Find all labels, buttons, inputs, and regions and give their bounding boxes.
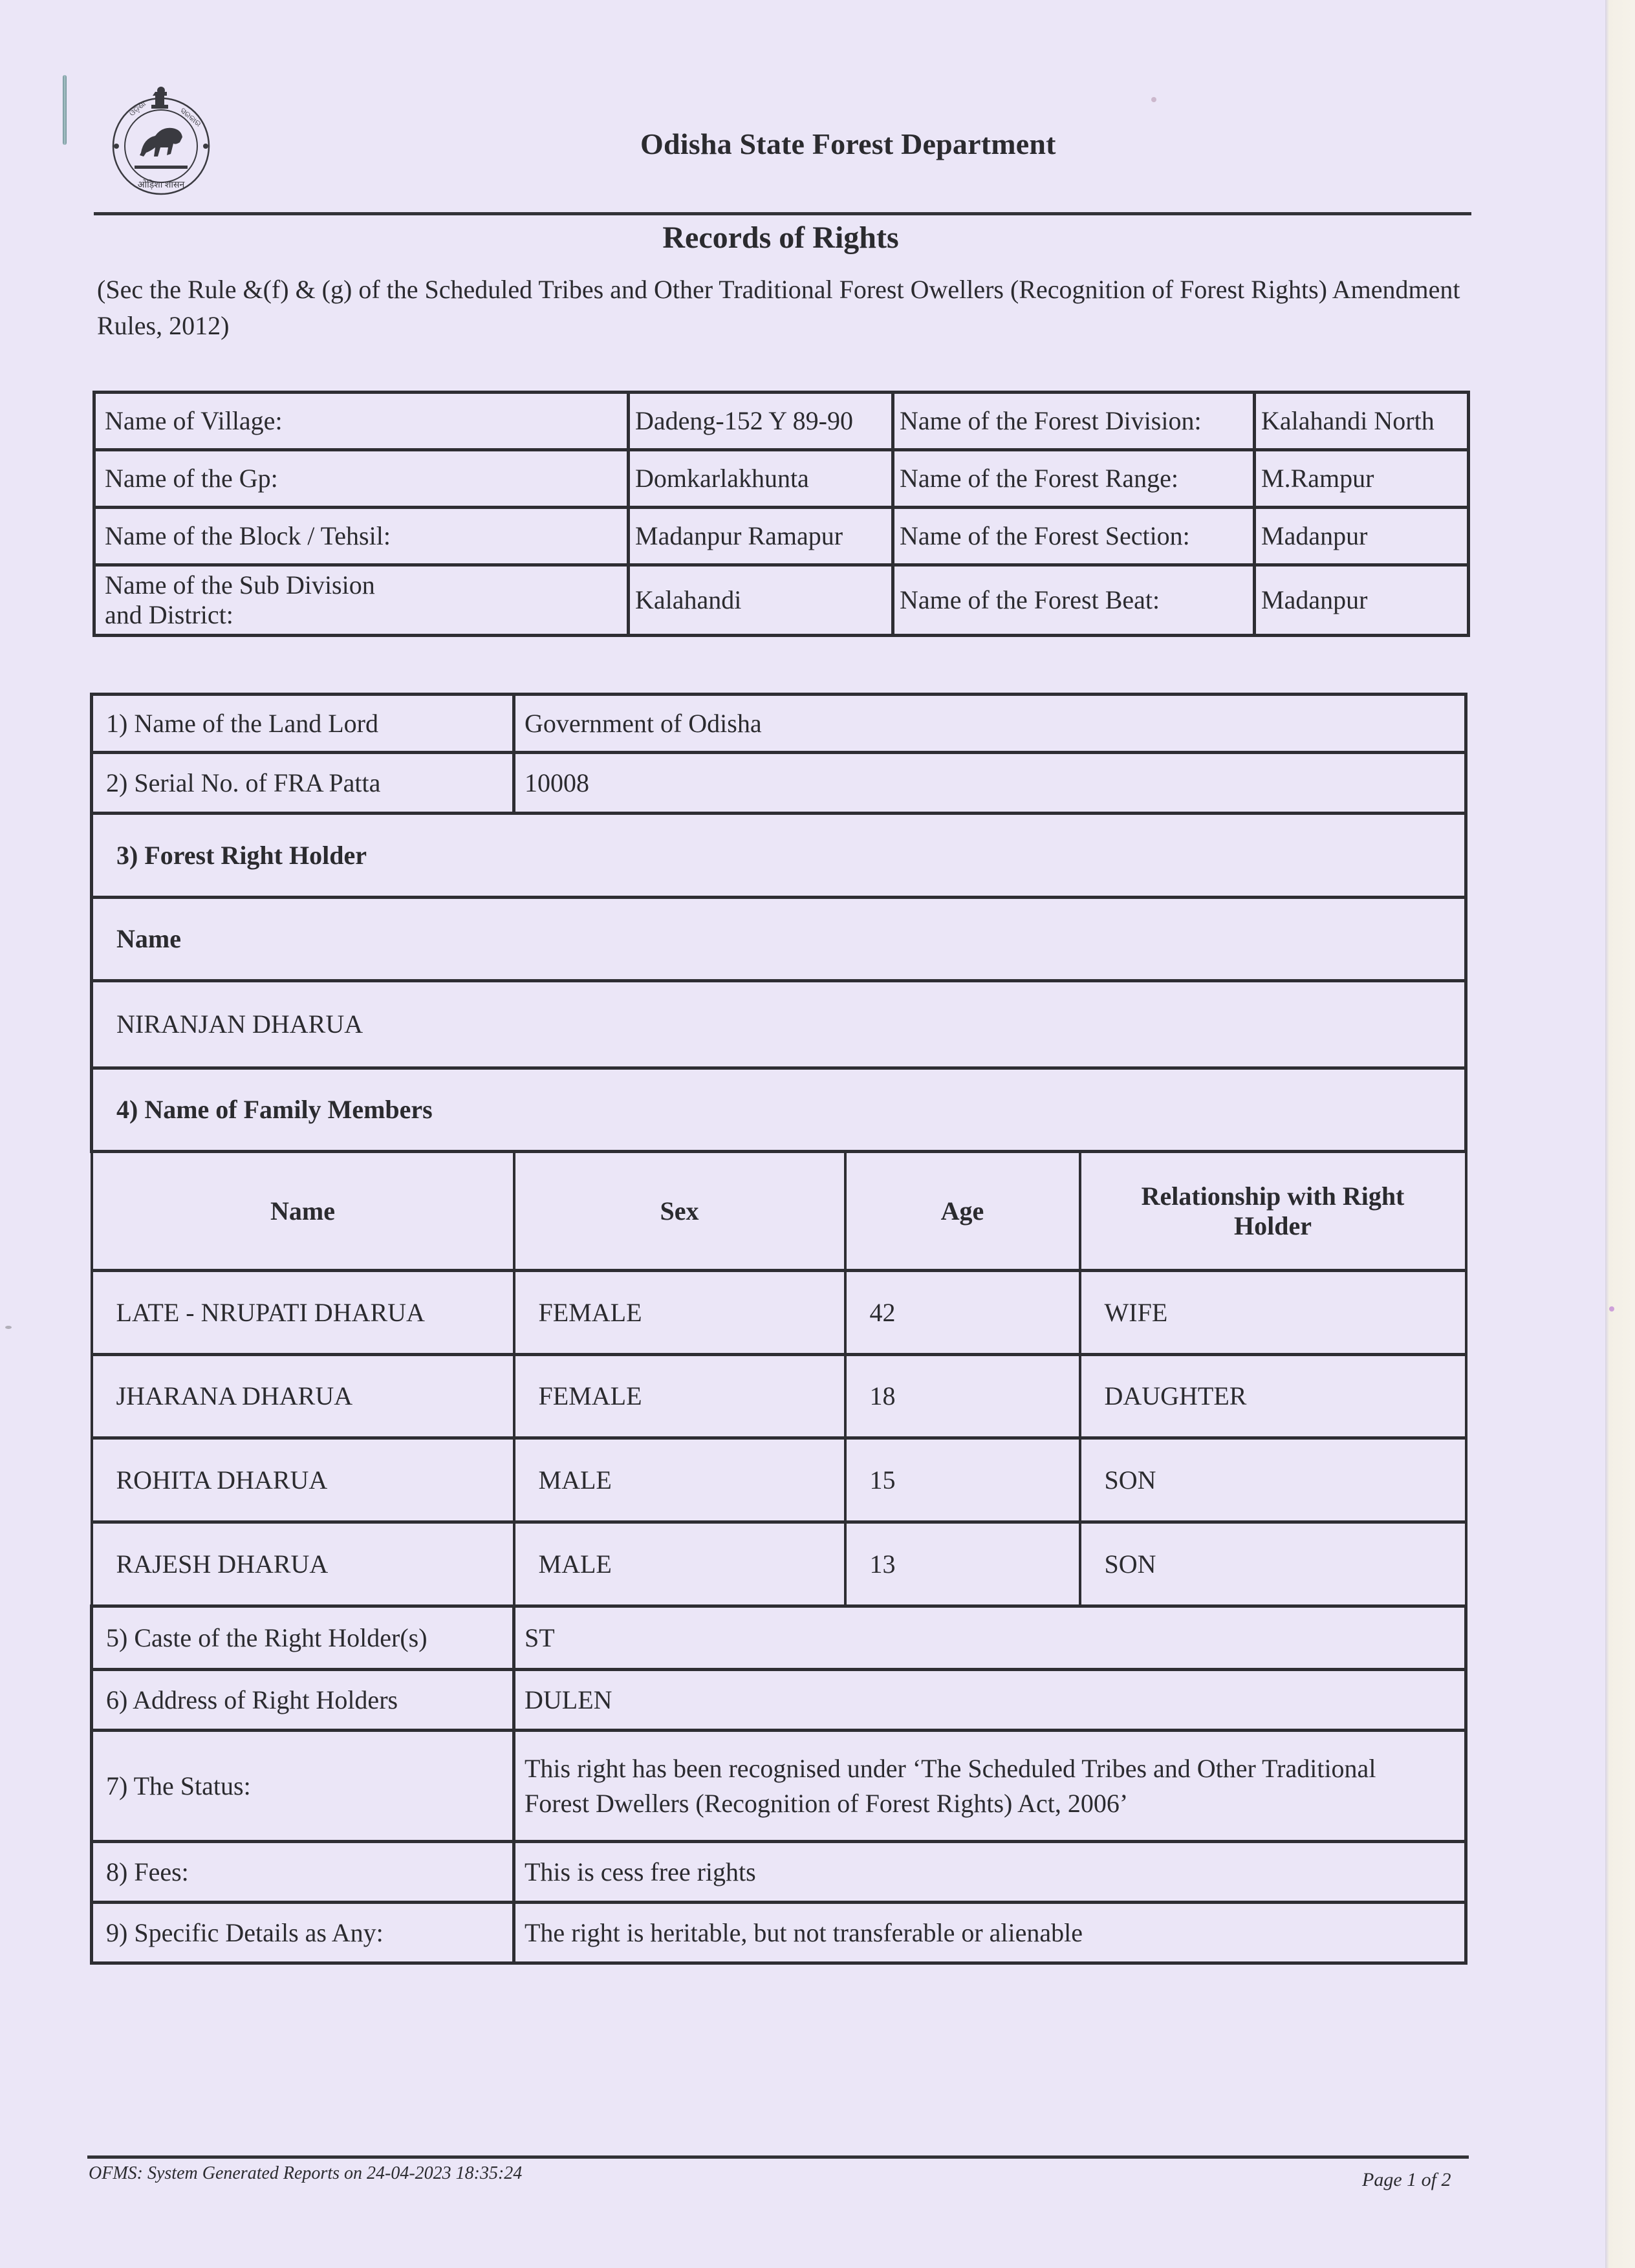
member-name: JHARANA DHARUA [92,1355,514,1438]
holder-name-label: Name [92,898,1466,981]
department-title: Odisha State Forest Department [640,127,1056,160]
address-label: 6) Address of Right Holders [92,1670,514,1731]
forest-value: Madanpur [1255,508,1469,565]
column-header-sex: Sex [514,1152,845,1271]
holder-name-row [92,981,1466,1068]
column-header-age: Age [845,1152,1080,1271]
forest-label: Name of the Forest Beat: [893,565,1255,636]
column-header-name: Name [92,1152,514,1271]
family-member-row [92,1355,1466,1438]
member-sex: MALE [514,1438,845,1522]
header-divider [94,212,1471,215]
holder-heading: 3) Forest Right Holder [92,814,1466,898]
member-name: ROHITA DHARUA [92,1438,514,1522]
family-heading: 4) Name of Family Members [92,1068,1466,1152]
footer-divider [87,2155,1469,2159]
column-header-relationship: Relationship with Right Holder [1080,1152,1466,1271]
member-relationship: WIFE [1080,1271,1466,1355]
family-table-header [92,1152,1466,1271]
page-number: Page 1 of 2 [1362,2169,1451,2190]
forest-label: Name of the Forest Range: [893,450,1255,508]
rights-record-table [90,693,1467,1965]
details-value: The right is heritable, but not transferable or alienable [514,1903,1466,1963]
member-sex: FEMALE [514,1355,845,1438]
svg-text:ସରକାର: ସରକାର [179,105,203,129]
scan-speck [1151,97,1156,102]
location-row [94,565,1469,636]
document-title: Records of Rights [662,221,899,255]
land-lord-value: Government of Odisha [514,695,1466,753]
forest-label: Name of the Forest Division: [893,393,1255,450]
caste-label: 5) Caste of the Right Holder(s) [92,1606,514,1670]
address-value: DULEN [514,1670,1466,1731]
member-name: LATE - NRUPATI DHARUA [92,1271,514,1355]
forest-label: Name of the Forest Section: [893,508,1255,565]
scan-paper-edge [1605,0,1635,2268]
details-row [92,1903,1466,1963]
holder-heading-row [92,814,1466,898]
member-age: 42 [845,1271,1080,1355]
member-relationship: SON [1080,1522,1466,1606]
family-member-row [92,1271,1466,1355]
location-value: Kalahandi [629,565,893,636]
scan-speck [1609,1306,1614,1312]
serial-value: 10008 [514,753,1466,814]
status-text-line-2: Forest Dwellers (Recognition of Forest Rights) Act, 2006’ [525,1788,1129,1818]
location-label: Name of the Sub Division and District: [94,565,629,636]
member-age: 13 [845,1522,1080,1606]
member-name: RAJESH DHARUA [92,1522,514,1606]
member-sex: FEMALE [514,1271,845,1355]
member-sex: MALE [514,1522,845,1606]
holder-name: NIRANJAN DHARUA [92,981,1466,1068]
land-lord-row [92,695,1466,753]
location-value: Madanpur Ramapur [629,508,893,565]
serial-label: 2) Serial No. of FRA Patta [92,753,514,814]
family-member-row [92,1438,1466,1522]
fees-label: 8) Fees: [92,1842,514,1903]
family-heading-row [92,1068,1466,1152]
location-value: Domkarlakhunta [629,450,893,508]
forest-value: Madanpur [1255,565,1469,636]
caste-value: ST [514,1606,1466,1670]
details-label: 9) Specific Details as Any: [92,1903,514,1963]
fees-value: This is cess free rights [514,1842,1466,1903]
staple-mark [63,75,67,145]
member-age: 18 [845,1355,1080,1438]
holder-name-label-row [92,898,1466,981]
address-row [92,1670,1466,1731]
location-table [92,391,1470,637]
svg-text:ଓଡ଼ିଶା: ଓଡ଼ିଶା [127,99,148,118]
member-age: 15 [845,1438,1080,1522]
location-label: Name of the Block / Tehsil: [94,508,629,565]
report-generated-timestamp: OFMS: System Generated Reports on 24-04-2023 18:35:24 [89,2163,523,2183]
location-row [94,508,1469,565]
member-relationship: DAUGHTER [1080,1355,1466,1438]
status-text-line-1: This right has been recognised under ‘The Scheduled Tribes and Other Traditional [525,1753,1376,1783]
location-label: Name of Village: [94,393,629,450]
odisha-emblem-seal [107,83,215,199]
location-row [94,450,1469,508]
svg-text:ओड़िशा शासन: ओड़िशा शासन [137,180,185,190]
forest-value: M.Rampur [1255,450,1469,508]
fees-row [92,1842,1466,1903]
forest-value: Kalahandi North [1255,393,1469,450]
member-relationship: SON [1080,1438,1466,1522]
status-row [92,1731,1466,1842]
document-subtitle: (Sec the Rule &(f) & (g) of the Scheduled Tribes and Other Traditional Forest Owellers (Recognition of Forest Rights) Amendment Rules, 2012) [97,275,1460,340]
caste-row [92,1606,1466,1670]
location-value: Dadeng-152 Y 89-90 [629,393,893,450]
family-member-row [92,1522,1466,1606]
scan-speck [5,1326,12,1329]
location-label: Name of the Gp: [94,450,629,508]
location-row [94,393,1469,450]
status-label: 7) The Status: [92,1731,514,1842]
land-lord-label: 1) Name of the Land Lord [92,695,514,753]
serial-row [92,753,1466,814]
